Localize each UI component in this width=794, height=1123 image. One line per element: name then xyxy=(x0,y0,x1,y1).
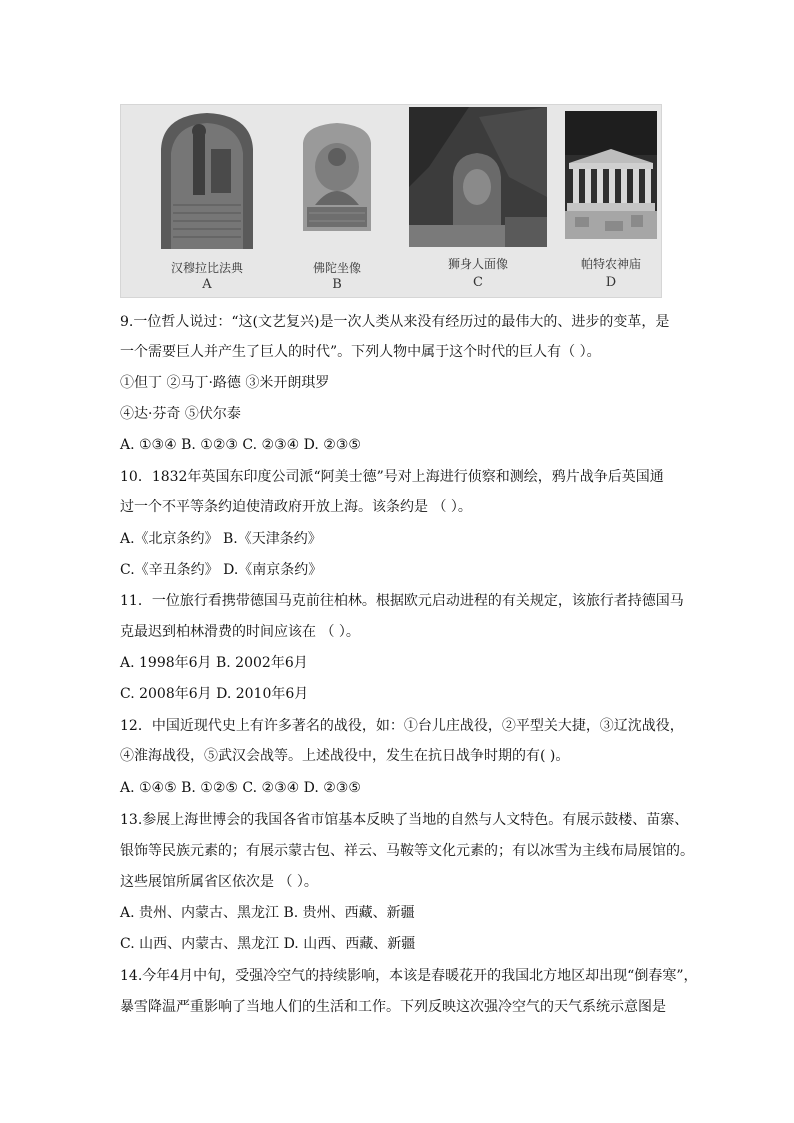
q13-line-2: 银饰等民族元素的；有展示蒙古包、祥云、马鞍等文化元素的；有以冰雪为主线布局展馆的。 xyxy=(120,843,694,859)
q11-answer-choices-2: C. 2008年6月 D. 2010年6月 xyxy=(120,686,309,702)
q11-answer-choices-1: A. 1998年6月 B. 2002年6月 xyxy=(120,655,308,671)
panel-b-letter: B xyxy=(332,277,342,292)
panel-a-letter: A xyxy=(202,277,212,292)
q10-line-1: 10．1832年英国东印度公司派“阿美士德”号对上海进行侦察和测绘，鸦片战争后英国通 xyxy=(120,469,664,485)
q11-line-1: 11．一位旅行看携带德国马克前往柏林。根据欧元启动进程的有关规定，该旅行者持德国马 xyxy=(120,593,684,609)
q10-line-2: 过一个不平等条约迫使清政府开放上海。该条约是 （ ）。 xyxy=(120,499,472,515)
q10-answer-choices-1: A.《北京条约》 B.《天津条约》 xyxy=(120,531,322,547)
q9-line-1: 9.一位哲人说过：“这(文艺复兴)是一次人类从来没有经历过的最伟大的、进步的变革，是 xyxy=(120,314,670,330)
panel-d-caption: 帕特农神庙 xyxy=(580,257,641,271)
historical-images-figure xyxy=(120,104,662,298)
panel-d-letter: D xyxy=(605,275,617,290)
q9-answer-choices: A. ①③④ B. ①②③ C. ②③④ D. ②③⑤ xyxy=(120,437,361,453)
stele-image xyxy=(151,109,263,249)
parthenon-image xyxy=(565,111,657,239)
q9-line-2: 一个需要巨人并产生了巨人的时代”。下列人物中属于这个时代的巨人有（ ）。 xyxy=(120,344,601,360)
q13-answer-choices-1: A. 贵州、内蒙古、黑龙江 B. 贵州、西藏、新疆 xyxy=(120,905,415,921)
q13-answer-choices-2: C. 山西、内蒙古、黑龙江 D. 山西、西藏、新疆 xyxy=(120,936,416,952)
q14-line-2: 暴雪降温严重影响了当地人们的生活和工作。下列反映这次强冷空气的天气系统示意图是 xyxy=(120,999,666,1015)
q11-line-2: 克最迟到柏林滑费的时间应该在 （ ）。 xyxy=(120,624,360,640)
q9-options-line-2: ④达·芬奇 ⑤伏尔泰 xyxy=(120,406,241,422)
buddha-image xyxy=(297,121,377,231)
q9-options-line-1: ①但丁 ②马丁·路德 ③米开朗琪罗 xyxy=(120,375,330,391)
q13-line-1: 13.参展上海世博会的我国各省市馆基本反映了当地的自然与人文特色。有展示鼓楼、苗寨、 xyxy=(120,812,689,828)
panel-b-caption: 佛陀坐像 xyxy=(312,261,361,275)
q12-line-2: ④淮海战役，⑤武汉会战等。上述战役中，发生在抗日战争时期的有( )。 xyxy=(120,748,570,764)
sphinx-image xyxy=(409,107,547,247)
q10-answer-choices-2: C.《辛丑条约》 D.《南京条约》 xyxy=(120,562,323,578)
panel-a-caption: 汉穆拉比法典 xyxy=(170,261,243,275)
panel-c-caption: 狮身人面像 xyxy=(447,257,508,271)
panel-c-letter: C xyxy=(473,275,483,290)
q12-answer-choices: A. ①④⑤ B. ①②⑤ C. ②③④ D. ②③⑤ xyxy=(120,780,361,796)
q12-line-1: 12．中国近现代史上有许多著名的战役，如：①台儿庄战役，②平型关大捷，③辽沈战役， xyxy=(120,718,684,734)
q14-line-1: 14.今年4月中旬，受强冷空气的持续影响，本该是春暖花开的我国北方地区却出现“倒春寒”， xyxy=(120,968,698,984)
q13-line-3: 这些展馆所属省区依次是 （ ）。 xyxy=(120,874,318,890)
